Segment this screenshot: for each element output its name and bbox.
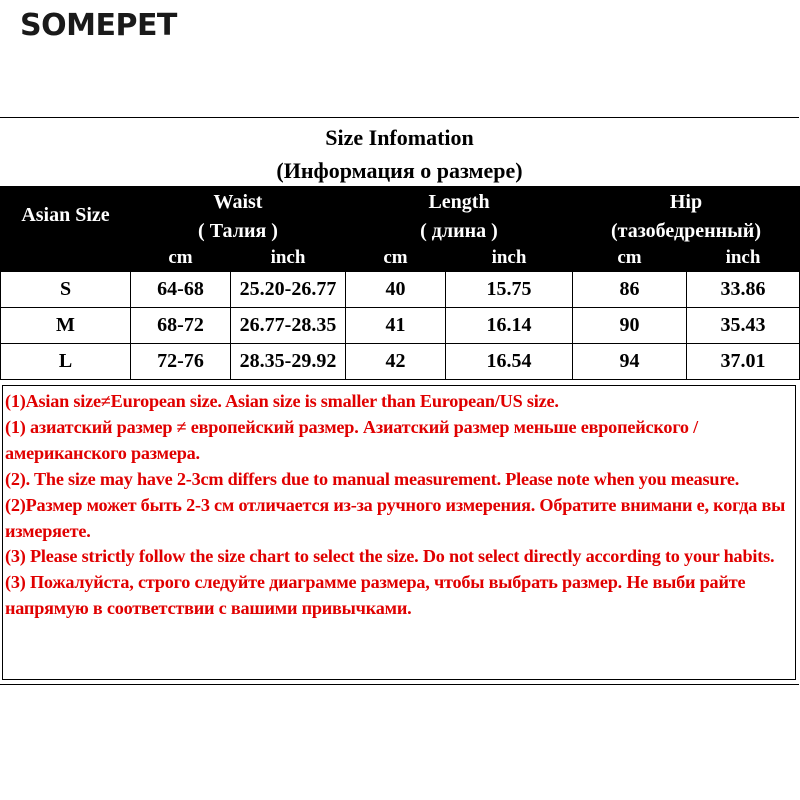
cell-length-cm: 42 xyxy=(346,344,446,380)
cell-size: S xyxy=(1,272,131,308)
header-length-ru: ( длина ) xyxy=(346,218,573,245)
title-russian: (Информация о размере) xyxy=(276,158,523,183)
header-blank xyxy=(1,245,131,272)
cell-waist-inch: 28.35-29.92 xyxy=(231,344,346,380)
note-2-ru: (2)Размер может быть 2-3 см отличается из-за ручного измерения. Обратите внимани е, когда вы измеряете. xyxy=(5,494,786,541)
notes-box xyxy=(2,385,796,680)
header-waist-ru: ( Талия ) xyxy=(131,218,346,245)
header-hip: Hip xyxy=(573,187,800,218)
cell-length-cm: 40 xyxy=(346,272,446,308)
cell-waist-cm: 64-68 xyxy=(131,272,231,308)
table-row xyxy=(1,344,800,380)
header-hip-ru: (тазобедренный) xyxy=(573,218,800,245)
cell-waist-cm: 72-76 xyxy=(131,344,231,380)
cell-waist-inch: 25.20-26.77 xyxy=(231,272,346,308)
cell-size: M xyxy=(1,308,131,344)
header-waist: Waist xyxy=(131,187,346,218)
cell-hip-cm: 94 xyxy=(573,344,687,380)
cell-size: L xyxy=(1,344,131,380)
cell-waist-inch: 26.77-28.35 xyxy=(231,308,346,344)
cell-length-inch: 16.14 xyxy=(446,308,573,344)
cell-hip-inch: 35.43 xyxy=(687,308,800,344)
cell-length-inch: 16.54 xyxy=(446,344,573,380)
header-length: Length xyxy=(346,187,573,218)
table-row xyxy=(1,308,800,344)
size-table xyxy=(0,186,800,380)
cell-hip-cm: 86 xyxy=(573,272,687,308)
header-asian-size: Asian Size xyxy=(1,187,131,245)
cell-waist-cm: 68-72 xyxy=(131,308,231,344)
header-unit-length-inch: inch xyxy=(446,245,573,272)
header-unit-hip-inch: inch xyxy=(687,245,800,272)
cell-length-cm: 41 xyxy=(346,308,446,344)
header-unit-length-cm: cm xyxy=(346,245,446,272)
note-1-ru: (1) азиатский размер ≠ европейский размер. Азиатский размер меньше европейского / американского размера. xyxy=(5,416,699,463)
title-english: Size Infomation xyxy=(325,125,474,150)
cell-hip-inch: 37.01 xyxy=(687,344,800,380)
header-unit-waist-inch: inch xyxy=(231,245,346,272)
note-3-en: (3) Please strictly follow the size chart to select the size. Do not select directly according to your habits. xyxy=(5,546,775,567)
note-1-en: (1)Asian size≠European size. Asian size is smaller than European/US size. xyxy=(5,391,559,411)
cell-hip-inch: 33.86 xyxy=(687,272,800,308)
cell-hip-cm: 90 xyxy=(573,308,687,344)
header-unit-hip-cm: cm xyxy=(573,245,687,272)
note-2-en: (2). The size may have 2-3cm differs due to manual measurement. Please note when you measure. xyxy=(5,468,740,489)
header-unit-waist-cm: cm xyxy=(131,245,231,272)
note-3-ru: (3) Пожалуйста, строго следуйте диаграмме размера, чтобы выбрать размер. Не выби райте напрямую в соответствии с вашими привычками. xyxy=(5,572,746,619)
cell-length-inch: 15.75 xyxy=(446,272,573,308)
table-row xyxy=(1,272,800,308)
size-sheet xyxy=(0,117,799,685)
brand-logo: SOMEPET xyxy=(20,8,177,43)
